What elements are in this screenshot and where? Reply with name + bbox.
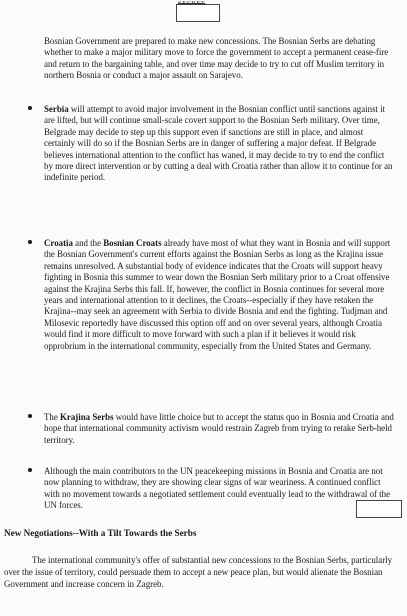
bullet-body: would have little choice but to accept the status quo in Bosnia and Croatia and hope that international community activism would restrain Zagreb from trying to retake Serb-held territory. [44, 412, 394, 445]
intro-paragraph: Bosnian Government are prepared to make new concessions. The Bosnian Serbs are debating whether to make a major military move to force the government to accept a permanent cease-fire and return to the bargaining table, and over time may decide to try to cut off Muslim territory in northern Bosnia or conduct a major assault on Sarajevo. [44, 36, 389, 81]
bullet-icon [28, 106, 32, 110]
bullet-icon [28, 468, 32, 472]
bullet-icon [28, 240, 32, 244]
bullet-connector: and the [72, 238, 104, 248]
redaction-box-top [176, 4, 220, 22]
bullet-body: will attempt to avoid major involvement in the Bosnian conflict until sanctions against it are lifted, but will continue small-scale covert support to the Bosnian Serb military. Over time, Belgrade may decide to step up this support even if sanctions are still in place, and almost certainly will do so if the Bosnian Serbs are in danger of suffering a major defeat. If Belgrade believes international attention to the conflict has waned, it may decide to try to end the conflict by more direct intervention or by cutting a deal with Croatia rather than allow it to continue for an indefinite period. [44, 104, 393, 183]
closing-paragraph: The international community's offer of substantial new concessions to the Bosnian Serbs, particularly over the issue of territory, could persuade them to accept a new peace plan, but would alienate the Bosnian Government and increase concern in Zagreb. [4, 555, 393, 589]
bullet-lead-bosnian-croats: Bosnian Croats [103, 238, 162, 248]
redaction-box-inline [356, 500, 402, 518]
bullet-text [44, 238, 394, 352]
bullet-lead-krajina-serbs: Krajina Serbs [60, 412, 114, 422]
bullet-text [44, 412, 394, 446]
bullet-text [44, 104, 394, 184]
section-heading: New Negotiations--With a Tilt Towards the Serbs [4, 528, 197, 538]
bullet-lead-serbia: Serbia [44, 104, 69, 114]
bullet-pre: The [44, 412, 61, 422]
bullet-text: Although the main contributors to the UN peacekeeping missions in Bosnia and Croatia are not now planning to withdraw, they are showing clear signs of war weariness. A continued conflict with no movement towards a negotiated settlement could eventually lead to the withdrawal of the UN forces. [44, 466, 391, 511]
bullet-body: already have most of what they want in Bosnia and will support the Bosnian Government's current efforts against the Bosnian Serbs as long as the Krajina issue remains unresolved. A substantial body of evidence indicates that the Croats will support heavy fighting in Bosnia this summer to wear down the Bosnian Serb military prior to a Croat offensive against the Krajina Serbs this fall. If, however, the conflict in Bosnia continues for several more years and international attention to it declines, the Croats--especially if they have retaken the Krajina--may seek an agreement with Serbia to divide Bosnia and end the fighting. Tudjman and Milosevic reportedly have discussed this option off and on over several years, although Croatia would find it more difficult to move forward with such a plan if it believes it would risk opprobrium in the international community, especially from the United States and Germany. [44, 238, 391, 351]
bullet-lead-croatia: Croatia [44, 238, 73, 248]
bullet-icon [28, 414, 32, 418]
